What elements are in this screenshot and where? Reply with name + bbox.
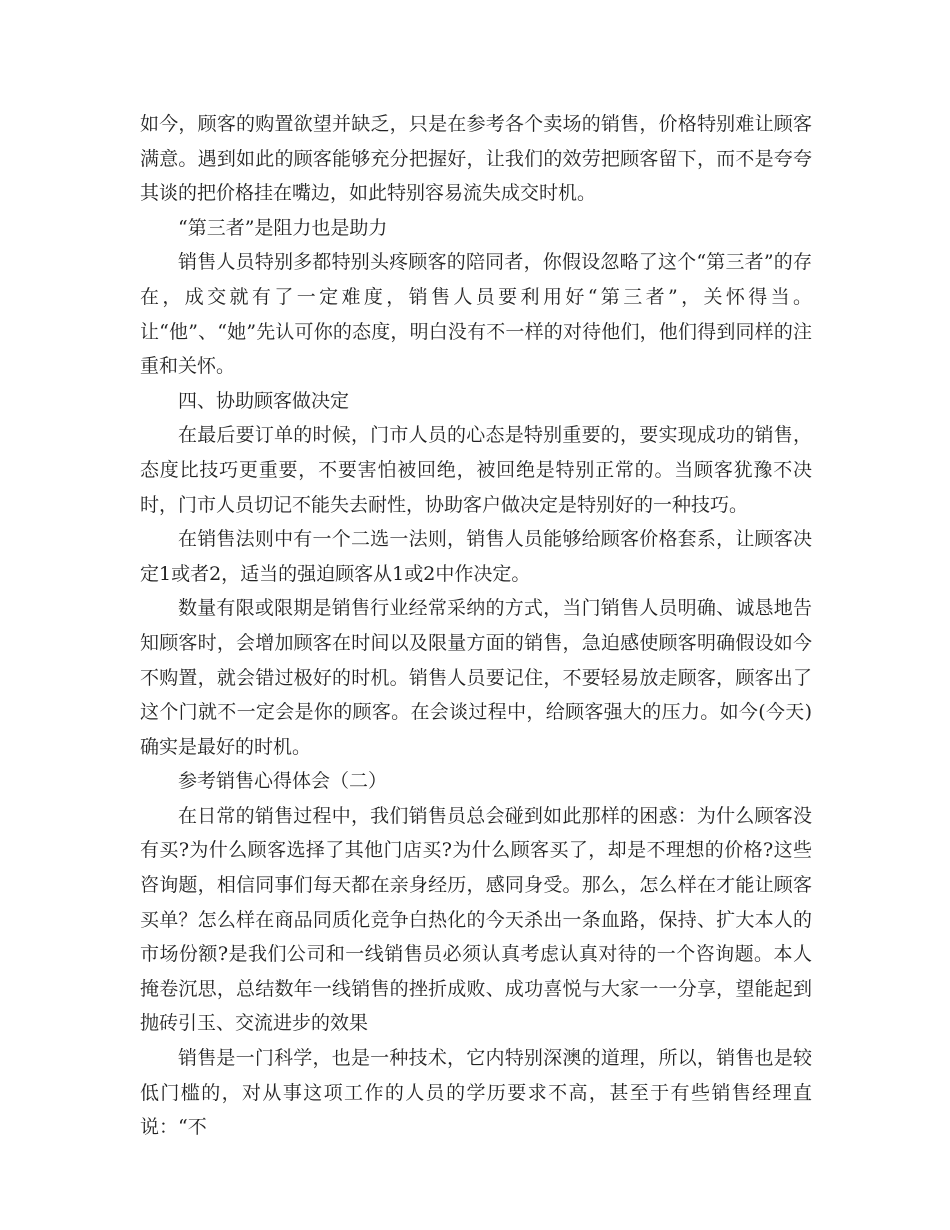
paragraph-1: 如今，顾客的购置欲望并缺乏，只是在参考各个卖场的销售，价格特别难让顾客满意。遇到如此的顾客能够充分把握好，让我们的效劳把顾客留下，而不是夸夸其谈的把价格挂在嘴边，如此特别容易流失成交时机。 xyxy=(140,113,812,205)
paragraph-5: 在最后要订单的时候，门市人员的心态是特别重要的，要实现成功的销售，态度比技巧更重要，不要害怕被回绝，被回绝是特别正常的。当顾客犹豫不决时，门市人员切记不能失去耐性，协助客户做决定是特别好的一种技巧。 xyxy=(140,424,812,516)
paragraph-10: 销售是一门科学，也是一种技术，它内特别深澳的道理，所以，销售也是较低门槛的，对从事这项工作的人员的学历要求不高，甚至于有些销售经理直说：“不 xyxy=(140,1047,812,1139)
paragraph-7: 数量有限或限期是销售行业经常采纳的方式，当门销售人员明确、诚恳地告知顾客时，会增加顾客在时间以及限量方面的销售，急迫感使顾客明确假设如今不购置，就会错过极好的时机。销售人员要记住，不要轻易放走顾客，顾客出了这个门就不一定会是你的顾客。在会谈过程中，给顾客强大的压力。如今(今天)确实是最好的时机。 xyxy=(140,597,812,758)
paragraph-6: 在销售法则中有一个二选一法则，销售人员能够给顾客价格套系，让顾客决定1或者2，适当的强迫顾客从1或2中作决定。 xyxy=(140,528,812,585)
document-body xyxy=(140,107,812,1145)
section-heading-experience-2: 参考销售心得体会（二） xyxy=(178,770,388,793)
paragraph-3: 销售人员特别多都特别头疼顾客的陪同者，你假设忽略了这个“第三者”的存在，成交就有了一定难度，销售人员要利用好“第三者”，关怀得当。让“他”、“她”先认可你的态度，明白没有不一样的对待他们，他们得到同样的注重和关怀。 xyxy=(140,251,812,378)
section-heading-help-decide: 四、协助顾客做决定 xyxy=(178,389,350,412)
section-heading-third-party: “第三者”是阻力也是助力 xyxy=(178,216,388,239)
paragraph-9: 在日常的销售过程中，我们销售员总会碰到如此那样的困惑：为什么顾客没有买?为什么顾客选择了其他门店买?为什么顾客买了，却是不理想的价格?这些咨询题，相信同事们每天都在亲身经历，感同身受。那么，怎么样在才能让顾客买单？怎么样在商品同质化竞争白热化的今天杀出一条血路，保持、扩大本人的市场份额?是我们公司和一线销售员必须认真考虑认真对待的一个咨询题。本人掩卷沉思，总结数年一线销售的挫折成败、成功喜悦与大家一一分享，望能起到抛砖引玉、交流进步的效果 xyxy=(140,804,812,1035)
